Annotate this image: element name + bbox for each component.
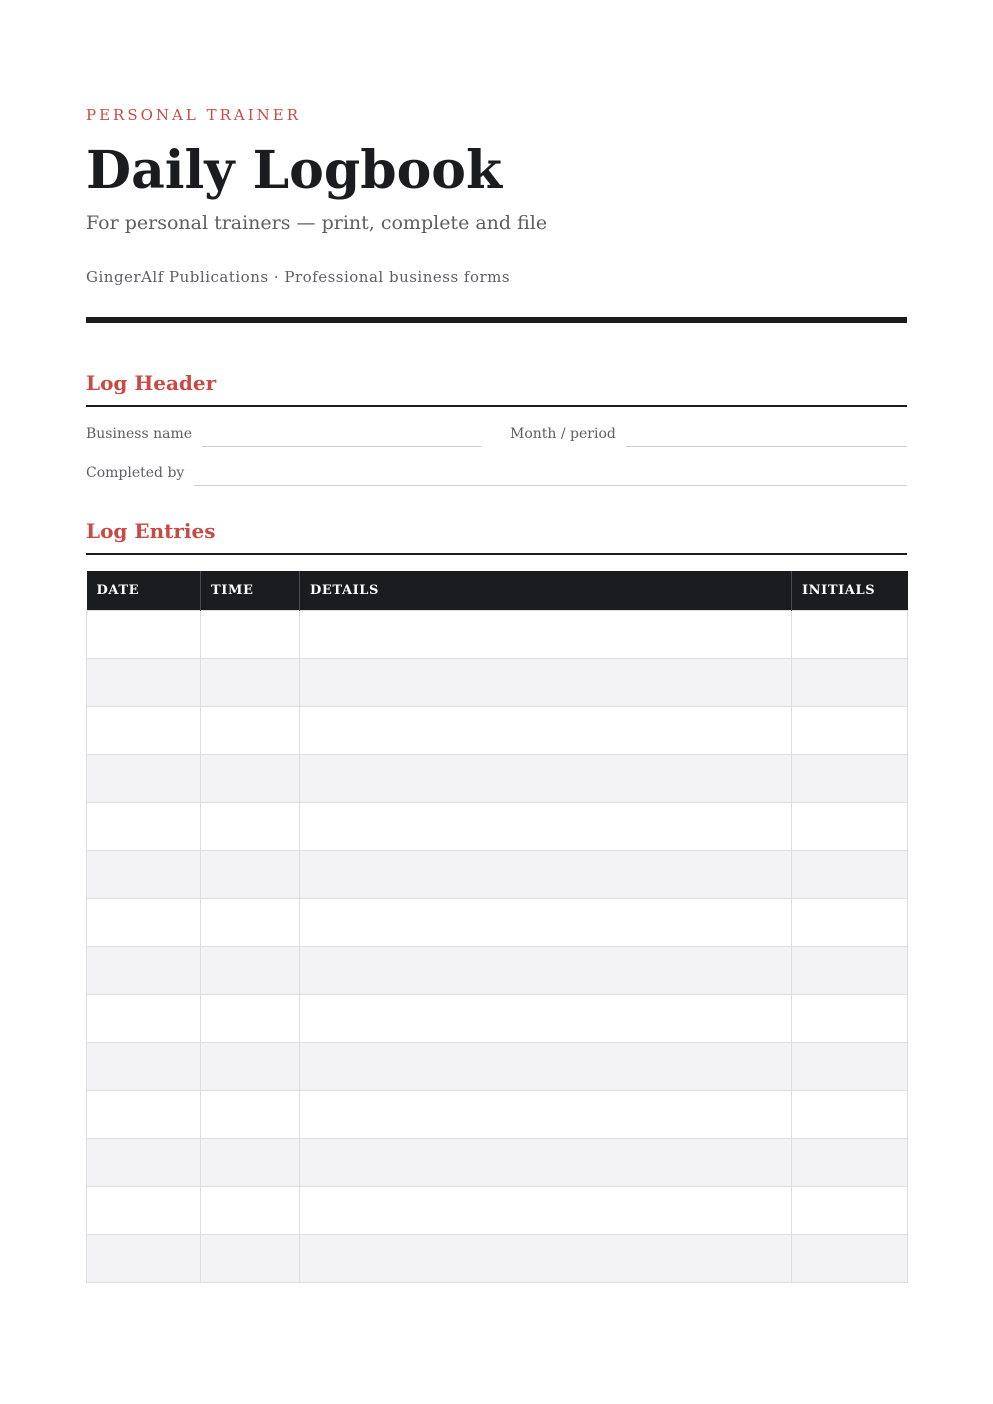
entry-cell-time[interactable] [201, 1187, 300, 1235]
entry-cell-details[interactable] [300, 707, 792, 755]
entry-cell-date[interactable] [87, 1235, 201, 1283]
entry-cell-details[interactable] [300, 1043, 792, 1091]
entry-cell-initials[interactable] [792, 1187, 908, 1235]
entry-cell-initials[interactable] [792, 947, 908, 995]
section-divider-log-header [86, 405, 907, 407]
entry-cell-details[interactable] [300, 851, 792, 899]
entry-cell-initials[interactable] [792, 995, 908, 1043]
table-row [87, 995, 908, 1043]
column-header-date: DATE [87, 571, 201, 611]
entry-cell-details[interactable] [300, 995, 792, 1043]
entry-cell-initials[interactable] [792, 1139, 908, 1187]
entry-cell-date[interactable] [87, 707, 201, 755]
column-header-initials: INITIALS [792, 571, 908, 611]
table-row [87, 1187, 908, 1235]
table-row [87, 659, 908, 707]
entry-cell-time[interactable] [201, 803, 300, 851]
entry-cell-date[interactable] [87, 803, 201, 851]
entry-cell-date[interactable] [87, 611, 201, 659]
column-header-details: DETAILS [300, 571, 792, 611]
entry-cell-initials[interactable] [792, 1091, 908, 1139]
entry-cell-time[interactable] [201, 995, 300, 1043]
entry-cell-time[interactable] [201, 1091, 300, 1139]
table-row [87, 1091, 908, 1139]
table-row [87, 1235, 908, 1283]
entry-cell-details[interactable] [300, 899, 792, 947]
table-row [87, 707, 908, 755]
entry-cell-date[interactable] [87, 1139, 201, 1187]
table-row [87, 1139, 908, 1187]
entry-cell-details[interactable] [300, 1235, 792, 1283]
completed-by-label: Completed by [86, 465, 185, 481]
entry-cell-date[interactable] [87, 1091, 201, 1139]
entry-cell-date[interactable] [87, 995, 201, 1043]
entry-cell-time[interactable] [201, 755, 300, 803]
log-entries-table [86, 571, 908, 1283]
table-row [87, 803, 908, 851]
table-row [87, 611, 908, 659]
header-divider [86, 317, 907, 323]
entry-cell-time[interactable] [201, 1139, 300, 1187]
page-subtitle: For personal trainers — print, complete and file [86, 212, 548, 234]
entry-cell-details[interactable] [300, 1187, 792, 1235]
entry-cell-time[interactable] [201, 1235, 300, 1283]
completed-by-field[interactable] [194, 485, 907, 486]
table-row [87, 1043, 908, 1091]
section-title-log-header: Log Header [86, 371, 217, 395]
entry-cell-details[interactable] [300, 659, 792, 707]
table-row [87, 947, 908, 995]
category-eyebrow: PERSONAL TRAINER [86, 106, 302, 124]
table-row [87, 851, 908, 899]
entry-cell-initials[interactable] [792, 851, 908, 899]
entry-cell-details[interactable] [300, 947, 792, 995]
entry-cell-time[interactable] [201, 1043, 300, 1091]
entry-cell-date[interactable] [87, 947, 201, 995]
entry-cell-initials[interactable] [792, 611, 908, 659]
log-entries-body [87, 611, 908, 1283]
entry-cell-details[interactable] [300, 611, 792, 659]
section-title-log-entries: Log Entries [86, 519, 216, 543]
section-divider-log-entries [86, 553, 907, 555]
entry-cell-time[interactable] [201, 851, 300, 899]
entry-cell-time[interactable] [201, 659, 300, 707]
business-name-label: Business name [86, 426, 193, 442]
entry-cell-details[interactable] [300, 755, 792, 803]
entry-cell-initials[interactable] [792, 1043, 908, 1091]
publisher-line: GingerAlf Publications · Professional business forms [86, 268, 511, 286]
entry-cell-time[interactable] [201, 611, 300, 659]
entry-cell-time[interactable] [201, 707, 300, 755]
entry-cell-time[interactable] [201, 899, 300, 947]
column-header-time: TIME [201, 571, 300, 611]
entry-cell-date[interactable] [87, 659, 201, 707]
entry-cell-date[interactable] [87, 1043, 201, 1091]
table-row [87, 755, 908, 803]
entry-cell-date[interactable] [87, 755, 201, 803]
entry-cell-details[interactable] [300, 803, 792, 851]
entry-cell-details[interactable] [300, 1091, 792, 1139]
entry-cell-initials[interactable] [792, 755, 908, 803]
entry-cell-time[interactable] [201, 947, 300, 995]
entry-cell-details[interactable] [300, 1139, 792, 1187]
entry-cell-date[interactable] [87, 1187, 201, 1235]
entry-cell-initials[interactable] [792, 659, 908, 707]
entry-cell-date[interactable] [87, 899, 201, 947]
entry-cell-initials[interactable] [792, 1235, 908, 1283]
table-row [87, 899, 908, 947]
month-period-field[interactable] [626, 446, 907, 447]
entry-cell-date[interactable] [87, 851, 201, 899]
business-name-field[interactable] [202, 446, 482, 447]
entry-cell-initials[interactable] [792, 899, 908, 947]
entry-cell-initials[interactable] [792, 707, 908, 755]
entry-cell-initials[interactable] [792, 803, 908, 851]
page-title: Daily Logbook [86, 140, 502, 201]
month-period-label: Month / period [510, 426, 616, 442]
table-header-row [87, 571, 908, 611]
